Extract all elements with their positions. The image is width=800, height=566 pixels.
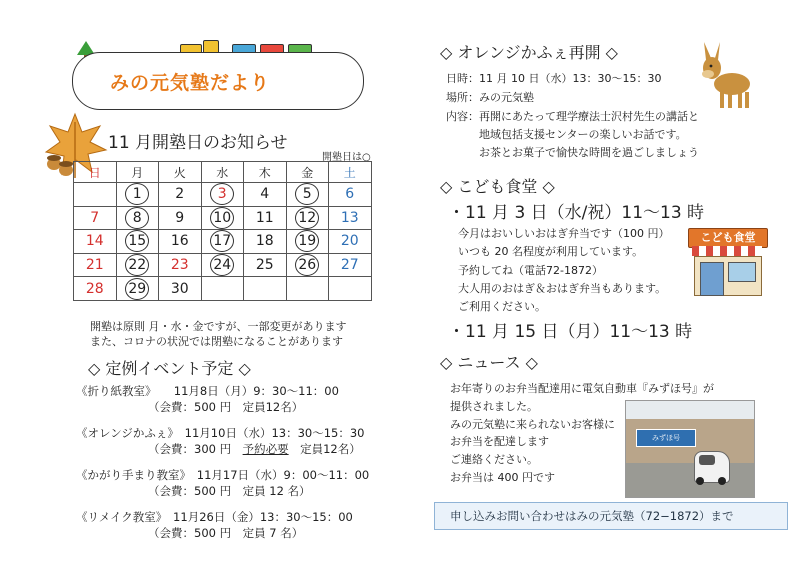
- contact-text: 申し込みお問い合わせはみの元気塾（72−1872）まで: [450, 509, 734, 523]
- calendar-day-cell: [116, 230, 159, 254]
- open-day-number: 17: [210, 230, 234, 252]
- reservation-required: 予約必要: [242, 442, 289, 456]
- day-number: 11: [255, 209, 274, 226]
- calendar-day-cell: [116, 277, 159, 301]
- news-line: みの元気塾に来られないお客様に: [450, 418, 615, 431]
- kodomo-info-line: 予約してね（電話72-1872）: [458, 264, 603, 277]
- day-number: 16: [170, 233, 189, 250]
- calendar-title: 11 月開塾日のお知らせ: [108, 133, 288, 153]
- photo-banner-text: みずほ号: [652, 434, 680, 442]
- kodomo-info-line: 大人用のおはぎ＆おはぎ弁当もあります。: [458, 282, 667, 295]
- calendar-day-cell: [116, 183, 159, 207]
- calendar-day-cell: [329, 206, 372, 230]
- calendar-day-cell: [244, 183, 287, 207]
- calendar-week-row: [74, 183, 372, 207]
- cafe-info-line: 内容：再開にあたって理学療法士沢村先生の講話と: [446, 110, 699, 123]
- open-day-number: 10: [210, 207, 234, 229]
- day-number: 25: [255, 257, 274, 274]
- day-number: 2: [175, 186, 185, 203]
- news-line: お弁当を配達します: [450, 435, 549, 448]
- calendar-day-cell: [74, 230, 117, 254]
- day-number: 30: [170, 280, 189, 297]
- kodomo-info-line: ご利用ください。: [458, 300, 546, 313]
- donkey-icon: [698, 42, 758, 112]
- calendar-day-cell: [286, 277, 329, 301]
- event-line: 《リメイク教室》 11月26日（金）13：30～15：00: [76, 510, 353, 524]
- open-day-number: 12: [295, 207, 319, 229]
- calendar-day-cell: [74, 253, 117, 277]
- calendar-day-cell: [329, 230, 372, 254]
- calendar-day-cell: [74, 183, 117, 207]
- news-title: ◇ ニュース ◇: [440, 353, 538, 372]
- kodomo-title: ◇ こども食堂 ◇: [440, 177, 555, 196]
- weekday-header: 土: [329, 162, 372, 183]
- day-number: 7: [90, 209, 100, 226]
- kodomo-date: ・11 月 15 日（月）11～13 時: [448, 322, 693, 342]
- event-line: 《オレンジかふぇ》 11月10日（水）13：30～15：30: [76, 426, 365, 440]
- news-line: 提供されました。: [450, 400, 538, 413]
- photo-banner: [636, 429, 696, 447]
- day-number: 27: [340, 257, 359, 274]
- open-day-number: 19: [295, 230, 319, 252]
- calendar-week-row: [74, 253, 372, 277]
- calendar-rule-text: 開塾は原則 月・水・金ですが、一部変更があります: [90, 320, 347, 333]
- calendar-rule-text: また、コロナの状況では閉塾になることがあります: [90, 335, 343, 348]
- news-line: お弁当は 400 円です: [450, 471, 555, 484]
- calendar-day-cell: [201, 253, 244, 277]
- weekday-header: 木: [244, 162, 287, 183]
- day-number: 18: [255, 233, 274, 250]
- shop-sign: [688, 228, 768, 248]
- calendar-day-cell: [286, 253, 329, 277]
- day-number: 23: [170, 257, 189, 274]
- kodomo-info-line: いつも 20 名程度が利用しています。: [458, 245, 644, 258]
- events-title: ◇ 定例イベント予定 ◇: [88, 359, 251, 378]
- cafe-info-line: お茶とお菓子で愉快な時間を過ごしましょう: [446, 146, 699, 159]
- event-line: 《かがり手まり教室》 11月17日（水）9：00～11：00: [76, 468, 370, 482]
- shop-sign-text: こども食堂: [700, 231, 756, 244]
- kodomo-date: ・11 月 3 日（水/祝）11～13 時: [448, 203, 705, 223]
- event-fee-part: （会費：300 円: [148, 442, 243, 456]
- day-number: 4: [260, 186, 270, 203]
- shop-illustration: [688, 228, 768, 298]
- calendar-day-cell: [329, 277, 372, 301]
- day-number: 20: [340, 233, 359, 250]
- calendar-day-cell: [159, 230, 202, 254]
- calendar-day-cell: [329, 183, 372, 207]
- event-fee: [148, 441, 361, 457]
- electric-car-photo: [625, 400, 755, 498]
- calendar-day-cell: [116, 253, 159, 277]
- calendar-day-cell: [329, 253, 372, 277]
- event-fee-part: 定員12名）: [288, 442, 361, 456]
- day-number: 21: [85, 257, 104, 274]
- open-day-number: 8: [125, 207, 149, 229]
- calendar-week-row: [74, 277, 372, 301]
- calendar-day-cell: [201, 183, 244, 207]
- open-day-number: 26: [295, 254, 319, 276]
- day-number: 14: [85, 233, 104, 250]
- weekday-header: 日: [74, 162, 117, 183]
- calendar-day-cell: [159, 253, 202, 277]
- day-number: 13: [340, 209, 359, 226]
- calendar-body: [74, 183, 372, 301]
- calendar-day-cell: [74, 206, 117, 230]
- cafe-info-line: 場所：みの元気塾: [446, 91, 534, 104]
- calendar-day-cell: [159, 277, 202, 301]
- day-number: 6: [345, 186, 355, 203]
- event-fee: （会費：500 円 定員 7 名）: [148, 526, 304, 540]
- calendar-day-cell: [201, 277, 244, 301]
- cafe-info-line: 日時：11 月 10 日（水）13：30～15：30: [446, 72, 662, 85]
- calendar-table: [73, 161, 372, 301]
- open-day-number: 1: [125, 183, 149, 205]
- calendar-day-cell: [244, 206, 287, 230]
- weekday-header: 火: [159, 162, 202, 183]
- open-day-number: 29: [125, 278, 149, 300]
- weekday-header: 水: [201, 162, 244, 183]
- event-line: 《折り紙教室》 11月8日（月）9：30～11：00: [76, 384, 339, 398]
- event-fee: （会費：500 円 定員 12 名）: [148, 484, 311, 498]
- cafe-info-line: 地域包括支援センターの楽しいお話です。: [446, 128, 687, 141]
- calendar-day-cell: [159, 206, 202, 230]
- calendar-header-row: [74, 162, 372, 183]
- calendar-day-cell: [116, 206, 159, 230]
- calendar-day-cell: [244, 230, 287, 254]
- calendar-day-cell: [286, 230, 329, 254]
- calendar-day-cell: [74, 277, 117, 301]
- open-day-number: 22: [125, 254, 149, 276]
- calendar-day-cell: [201, 230, 244, 254]
- open-day-number: 15: [125, 230, 149, 252]
- open-day-number: 3: [210, 183, 234, 205]
- event-fee: （会費：500 円 定員12名）: [148, 400, 304, 414]
- orange-cafe-title: ◇ オレンジかふぇ再開 ◇: [440, 43, 618, 62]
- calendar-day-cell: [244, 253, 287, 277]
- calendar-week-row: [74, 230, 372, 254]
- weekday-header: 金: [286, 162, 329, 183]
- open-day-number: 24: [210, 254, 234, 276]
- calendar-week-row: [74, 206, 372, 230]
- calendar-day-cell: [159, 183, 202, 207]
- calendar-day-cell: [286, 206, 329, 230]
- news-line: お年寄りのお弁当配達用に電気自動車『みずほ号』が: [450, 382, 714, 395]
- calendar-day-cell: [201, 206, 244, 230]
- newsletter-title: みの元気塾だより: [110, 72, 271, 94]
- calendar-day-cell: [286, 183, 329, 207]
- day-number: 9: [175, 209, 185, 226]
- calendar-day-cell: [244, 277, 287, 301]
- kodomo-info-line: 今月はおいしいおはぎ弁当です（100 円）: [458, 227, 670, 240]
- news-line: ご連絡ください。: [450, 453, 538, 466]
- day-number: 28: [85, 280, 104, 297]
- open-day-number: 5: [295, 183, 319, 205]
- weekday-header: 月: [116, 162, 159, 183]
- calendar-note: 開塾日は○: [322, 152, 371, 163]
